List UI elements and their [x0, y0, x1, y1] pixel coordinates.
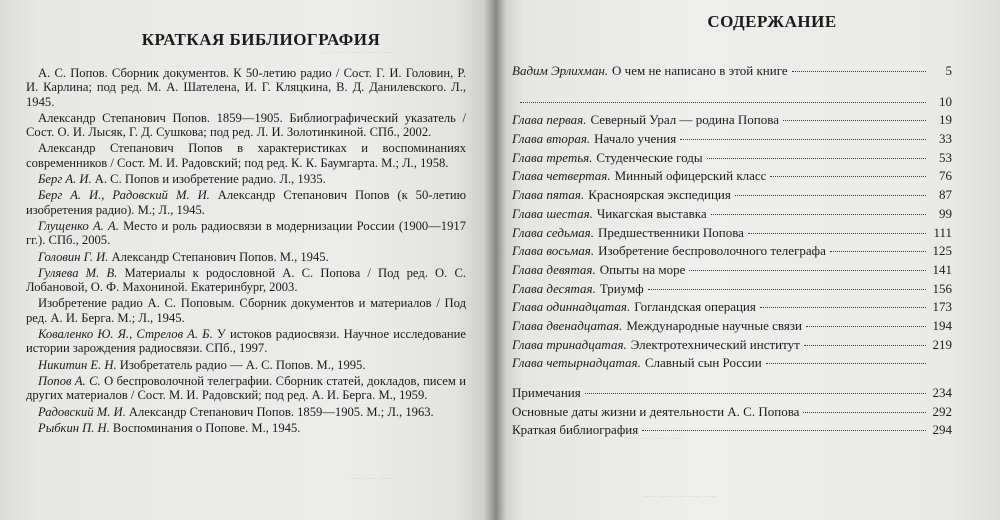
bibliography-entry — [26, 250, 466, 264]
toc-chapter-list — [512, 93, 952, 373]
entry-text: Изобретение радио А. С. Поповым. Сборник документов и материалов / Под ред. А. И. Берга. М.; Л., 1945. — [26, 296, 466, 325]
bibliography-entry — [26, 296, 466, 325]
toc-chapter-row — [512, 186, 952, 205]
toc-page-number: 99 — [939, 205, 952, 221]
bibliography-entry — [26, 172, 466, 186]
entry-author: Глущенко А. А. — [38, 218, 119, 233]
toc-chapter-row — [512, 336, 952, 355]
toc-back-matter-row — [512, 403, 952, 422]
toc-chapter-label: Глава первая. — [512, 112, 587, 128]
bibliography-entry — [26, 111, 466, 140]
toc-chapter-label: Глава двенадцатая. — [512, 317, 623, 333]
bibliography-entry — [26, 358, 466, 372]
entry-text: Изобретатель радио — А. С. Попов. М., 1995. — [116, 357, 366, 372]
bibliography-entry — [26, 219, 466, 248]
toc-entry-title: Изобретение беспроволочного телеграфа — [598, 243, 826, 259]
toc-entry-title: Предшественники Попова — [597, 224, 744, 240]
entry-author: Головин Г. И. — [38, 249, 109, 264]
toc-chapter-label: Глава десятая. — [512, 280, 596, 296]
toc-leader-dots — [520, 102, 926, 103]
toc-leader-dots — [783, 120, 926, 121]
entry-text: Александр Степанович Попов. 1859—1905. Библиографический указатель / Сост. О. И. Лысяк, Г. Д. Сушкова; под ред. Л. И. Золотинкиной. СПб., 2002. — [26, 110, 466, 140]
contents-heading: СОДЕРЖАНИЕ — [707, 12, 837, 31]
bibliography-entry — [26, 327, 466, 356]
toc-page-number: 5 — [945, 63, 952, 78]
toc-chapter-row — [512, 317, 952, 336]
entry-text: Место и роль радиосвязи в модернизации России (1900—1917 гг.). СПб., 2005. — [26, 218, 466, 248]
toc-entry-title: Начало учения — [594, 131, 677, 147]
toc-entry-title: Примечания — [512, 385, 581, 400]
toc-page-number: 219 — [932, 336, 952, 352]
toc-leader-dots — [806, 326, 926, 327]
entry-author: Рыбкин П. Н. — [38, 420, 110, 435]
toc-entry-title: Международные научные связи — [626, 317, 802, 333]
toc-chapter-row — [512, 130, 952, 149]
entry-text: А. С. Попов. Сборник документов. К 50-летию радио / Сост. Г. И. Головин, Р. И. Карлина; под ред. М. А. Шателена, И. Г. Кляцкина, В. Д. Данилевского. Л., 1945. — [26, 66, 466, 109]
toc-chapter-row — [512, 354, 952, 373]
entry-text: Материалы к родословной А. С. Попова / Под ред. О. С. Лобановой, О. Ф. Махониной. Екатеринбург, 2003. — [26, 265, 466, 295]
toc-chapter-label: Глава шестая. — [512, 205, 593, 221]
bleed-through-text: — — — — [350, 470, 392, 484]
entry-author: Радовский М. И. — [38, 404, 126, 419]
toc-entry-title: Чикагская выставка — [596, 205, 707, 221]
toc-chapter-row — [512, 167, 952, 186]
toc-chapter-label: Глава одиннадцатая. — [512, 299, 631, 315]
toc-chapter-label: Глава тринадцатая. — [512, 336, 627, 352]
toc-leader-dots — [711, 214, 926, 215]
entry-text: Александр Степанович Попов. М., 1945. — [108, 249, 329, 264]
toc-leader-dots — [766, 363, 926, 364]
bibliography-list — [26, 66, 466, 435]
toc-chapter-row — [512, 224, 952, 243]
toc-back-matter-list — [512, 384, 952, 440]
entry-text: А. С. Попов и изобретение радио. Л., 1935. — [91, 172, 326, 187]
bleed-through-text: — — — — — [624, 430, 681, 444]
toc-chapter-label: Глава вторая. — [512, 131, 591, 147]
toc-leader-dots — [680, 139, 926, 140]
toc-leader-dots — [830, 251, 926, 252]
toc-page-number: 87 — [939, 187, 952, 203]
toc-leader-dots — [585, 393, 926, 394]
toc-leader-dots — [689, 270, 926, 271]
toc-page-number: 156 — [932, 280, 952, 296]
toc-chapter-row — [512, 261, 952, 280]
toc-chapter-label: Глава девятая. — [512, 261, 596, 277]
toc-chapter-row — [512, 298, 952, 317]
entry-text: О беспроволочной телеграфии. Сборник статей, докладов, писем и других материалов / Сост. М. И. Радовский; под ред. А. И. Берга. М., 1959. — [26, 373, 467, 403]
toc-entry-title: Славный сын России — [644, 355, 762, 371]
toc-chapter-row — [512, 280, 952, 299]
toc-entry-title: Северный Урал — родина Попова — [590, 112, 779, 128]
toc-entry-title: Краткая библиография — [512, 422, 639, 438]
toc-leader-dots — [804, 345, 926, 346]
toc-chapter-label: Глава пятая. — [512, 187, 585, 203]
toc-leader-dots — [642, 430, 926, 431]
toc-entry-title: Триумф — [599, 280, 644, 296]
toc-entry-title: Основные даты жизни и деятельности А. С. Попова — [512, 403, 800, 419]
toc-chapter-label: Глава четырнадцатая. — [512, 355, 641, 371]
toc-back-matter-row — [512, 421, 952, 440]
entry-text: У истоков радиосвязи. Научное исследование истории зарождения радиосвязи. СПб., 1997. — [26, 327, 466, 356]
entry-text: Воспоминания о Попове. М., 1945. — [109, 420, 301, 435]
bleed-through-text: — — — — — — [644, 488, 716, 502]
toc-page-number: 125 — [932, 243, 952, 259]
toc-chapter-label: Глава седьмая. — [512, 224, 594, 240]
toc-page-number: 111 — [933, 224, 952, 240]
bibliography-entry — [26, 266, 466, 295]
toc-leader-dots — [648, 289, 926, 290]
bibliography-entry — [26, 405, 466, 419]
toc-page-number: 234 — [932, 385, 952, 400]
toc-entry-title: Опыты на море — [599, 261, 686, 277]
toc-entry-title: Студенческие годы — [596, 149, 703, 165]
toc-chapter-row — [512, 242, 952, 261]
bibliography-entry — [26, 374, 466, 403]
entry-text: Александр Степанович Попов (к 50-летию изобретения радио). М.; Л., 1945. — [26, 188, 466, 217]
toc-page-number: 294 — [932, 422, 952, 438]
toc-chapter-row — [512, 149, 952, 168]
toc-leader-dots — [792, 71, 926, 72]
toc-intro-author: Вадим Эрлихман. — [512, 63, 609, 78]
toc-leader-dots — [735, 195, 926, 196]
entry-author: Попов А. С. — [38, 373, 101, 388]
toc-intro-row — [512, 62, 952, 81]
bibliography-entry — [26, 141, 466, 170]
contents-section — [512, 12, 952, 440]
toc-entry-title: Минный офицерский класс — [614, 168, 767, 184]
toc-leader-dots — [707, 158, 926, 159]
book-gutter — [484, 0, 506, 520]
toc-page-number: 141 — [932, 261, 952, 277]
toc-entry-title: Красноярская экспедиция — [588, 187, 731, 203]
entry-author: Берг А. И., Радовский М. И. — [38, 188, 210, 203]
toc-page-number: 10 — [939, 93, 952, 109]
toc-chapter-label: Глава третья. — [512, 149, 593, 165]
toc-entry-title: Электротехнический институт — [630, 336, 800, 352]
toc-chapter-label: Глава восьмая. — [512, 243, 595, 259]
entry-author: Никитин Е. Н. — [38, 357, 117, 372]
toc-back-matter-row — [512, 384, 952, 403]
toc-chapter-row — [512, 93, 952, 112]
toc-leader-dots — [770, 176, 926, 177]
toc-page-number: 292 — [932, 403, 952, 419]
bibliography-entry — [26, 421, 466, 435]
toc-page-number: 33 — [939, 131, 952, 147]
toc-intro-title: О чем не написано в этой книге — [612, 63, 788, 78]
toc-chapter-row — [512, 205, 952, 224]
bleed-through-text: — — — — — — [322, 44, 394, 58]
entry-text: Александр Степанович Попов в характеристиках и воспоминаниях современников / Сост. М. И. Радовский; под ред. К. К. Баумгарта. М.; Л., 1958. — [26, 141, 466, 170]
toc-chapter-row — [512, 111, 952, 130]
bibliography-entry — [26, 188, 466, 217]
entry-text: Александр Степанович Попов. 1859—1905. М.; Л., 1963. — [125, 404, 434, 419]
toc-page-number: 194 — [932, 317, 952, 333]
toc-leader-dots — [803, 412, 926, 413]
toc-leader-dots — [760, 307, 926, 308]
bibliography-entry — [26, 66, 466, 109]
toc-page-number: 53 — [939, 149, 952, 165]
toc-page-number: 76 — [939, 168, 952, 184]
toc-leader-dots — [748, 233, 926, 234]
entry-author: Коваленко Ю. Я., Стрелов А. Б. — [38, 327, 213, 342]
toc-entry-title: Гогландская операция — [634, 299, 756, 315]
entry-author: Гуляева М. В. — [38, 265, 118, 280]
toc-chapter-label: Глава четвертая. — [512, 168, 611, 184]
bibliography-heading: КРАТКАЯ БИБЛИОГРАФИЯ — [141, 30, 381, 49]
bibliography-section — [26, 30, 466, 437]
entry-author: Берг А. И. — [38, 172, 92, 187]
toc-page-number: 173 — [932, 299, 952, 315]
toc-page-number: 19 — [939, 112, 952, 128]
